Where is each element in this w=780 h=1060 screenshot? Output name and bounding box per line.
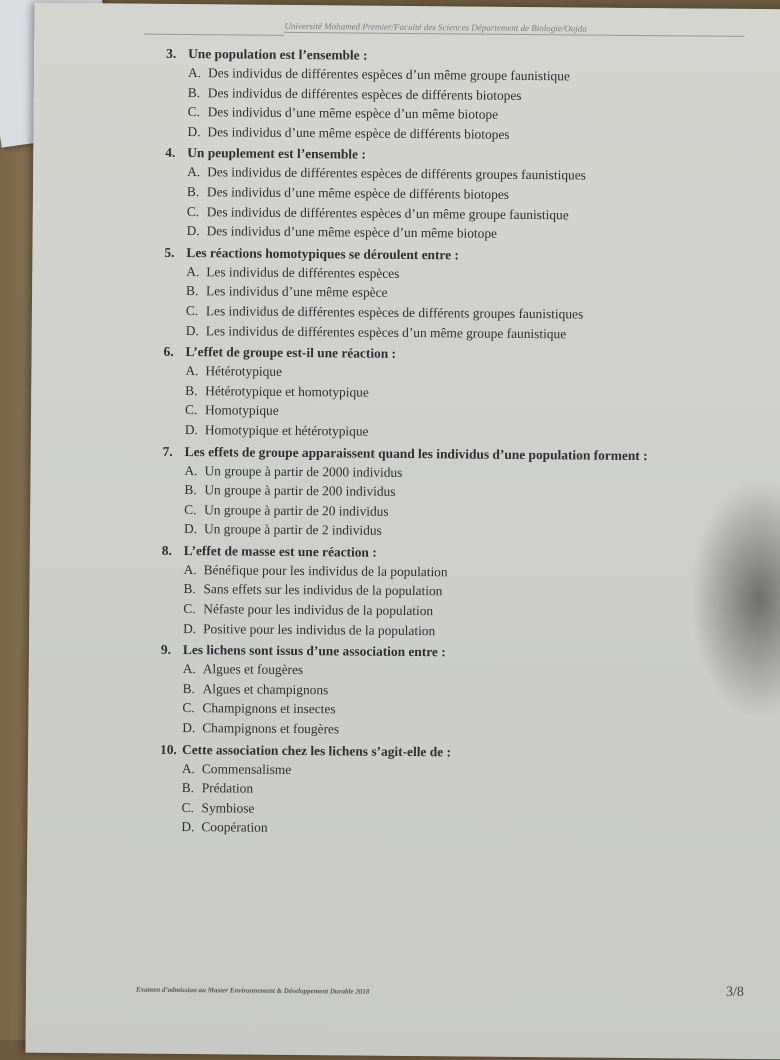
option-text: Hétérotypique et homotypique [205, 382, 369, 400]
page-number: 3/8 [725, 984, 744, 1000]
question-9 [160, 640, 741, 742]
option-letter: C. [187, 104, 200, 120]
question-list [159, 44, 746, 844]
option-letter: D. [187, 123, 201, 139]
question-number: 7. [162, 443, 173, 459]
option-letter: C. [184, 402, 198, 418]
question-text: L’effet de groupe est-il une réaction : [185, 344, 397, 361]
option-text: Les individus d’une même espèce [206, 283, 388, 301]
option-text: Un groupe à partir de 200 individus [204, 482, 396, 499]
question-text: Une population est l’ensemble : [188, 46, 368, 63]
option-letter: A. [181, 760, 196, 776]
option-text: Des individus de différentes espèces de différents groupes faunistiques [207, 164, 586, 183]
question-text: Un peuplement est l’ensemble : [187, 145, 366, 162]
option-letter: D. [183, 620, 197, 636]
option-text: Un groupe à partir de 20 individus [204, 501, 389, 519]
option-d [159, 817, 739, 842]
option-d [164, 320, 744, 345]
option-text: Coopération [201, 819, 268, 836]
option-letter: A. [187, 164, 201, 180]
page-header: Université Mohamed Premier/Faculté des Sciences Département de Biologie/Oujda [284, 21, 744, 37]
option-d [162, 519, 742, 544]
question-text: Cette association chez les lichens s’agit-elle de : [182, 741, 452, 759]
option-text: Des individus d’une même espèce de différents biotopes [207, 123, 510, 142]
option-text: Champignons et insectes [202, 700, 336, 717]
option-letter: B. [183, 581, 196, 597]
option-text: Homotypique [204, 402, 279, 419]
option-text: Néfaste pour les individus de la population [203, 601, 434, 619]
question-3 [165, 44, 746, 146]
question-number: 8. [161, 542, 172, 558]
option-text: Algues et fougères [202, 661, 304, 678]
question-4 [165, 143, 746, 245]
option-letter: D. [186, 223, 200, 239]
option-text: Algues et champignons [202, 681, 329, 698]
question-number: 6. [163, 343, 174, 360]
header-rule [144, 34, 284, 36]
option-text: Champignons et fougères [202, 720, 340, 737]
question-10 [159, 739, 740, 841]
question-number: 9. [160, 642, 172, 658]
option-text: Les individus de différentes espèces [206, 263, 400, 281]
option-letter: C. [186, 203, 200, 219]
option-letter: C. [185, 302, 199, 319]
option-text: Les individus de différentes espèces d’un même groupe faunistique [205, 322, 567, 341]
option-letter: B. [186, 283, 199, 299]
option-letter: A. [186, 263, 200, 279]
option-letter: D. [182, 720, 196, 736]
option-d [165, 221, 745, 246]
option-text: Des individus de différentes espèces d’un même groupe faunistique [206, 203, 569, 222]
option-text: Un groupe à partir de 2 individus [203, 521, 382, 539]
option-d [165, 122, 745, 147]
option-letter: C. [181, 799, 194, 815]
option-d [161, 618, 741, 643]
option-letter: B. [187, 84, 201, 100]
option-letter: A. [182, 661, 196, 677]
option-text: Prédation [201, 780, 254, 796]
option-text: Les individus de différentes espèces de différents groupes faunistiques [205, 303, 584, 322]
option-letter: C. [183, 601, 196, 617]
option-text: Des individus d’une même espèce d’un même biotope [207, 104, 499, 122]
option-letter: D. [183, 521, 198, 537]
option-letter: B. [185, 382, 198, 398]
question-text: Les lichens sont issus d’une association entre : [182, 642, 446, 660]
option-letter: D. [181, 819, 195, 835]
option-letter: A. [185, 363, 199, 379]
option-text: Des individus d’une même espèce de différents biotopes [206, 184, 510, 202]
option-letter: B. [181, 780, 195, 796]
option-letter: D. [185, 322, 199, 338]
option-text: Un groupe à partir de 2000 individus [204, 462, 403, 480]
option-letter: A. [187, 65, 202, 81]
option-text: Homotypique et hétérotypique [204, 422, 369, 439]
option-letter: B. [184, 482, 197, 498]
question-text: Les réactions homotypiques se déroulent entre : [186, 244, 459, 263]
option-text: Symbiose [201, 800, 255, 816]
question-number: 5. [164, 244, 175, 260]
option-letter: B. [182, 680, 195, 696]
option-letter: B. [186, 184, 200, 200]
question-text: Les effets de groupe apparaissent quand les individus d’une population forment : [184, 443, 648, 463]
question-text: L’effet de masse est une réaction : [183, 542, 377, 560]
option-letter: C. [184, 501, 197, 517]
option-letter: C. [182, 700, 195, 716]
option-text: Des individus de différentes espèces de différents biotopes [207, 84, 522, 103]
question-6 [163, 342, 744, 444]
option-letter: A. [183, 561, 197, 578]
exam-page [25, 3, 780, 1060]
page-footer: Examen d’admission au Master Environnement & Développement Durable 2018 [135, 985, 370, 996]
option-letter: A. [184, 462, 198, 478]
option-text: Des individus d’une même espèce d’un même biotope [206, 223, 498, 241]
option-d [163, 420, 743, 445]
option-text: Commensalisme [201, 760, 292, 777]
option-text: Des individus de différentes espèces d’un même groupe faunistique [207, 65, 570, 84]
option-d [160, 718, 740, 743]
question-number: 10. [160, 741, 177, 757]
question-8 [161, 541, 742, 643]
option-text: Sans effets sur les individus de la population [203, 581, 443, 599]
question-7 [162, 441, 743, 543]
option-text: Positive pour les individus de la population [203, 620, 436, 638]
question-number: 4. [165, 145, 176, 161]
option-text: Hétérotypique [205, 363, 283, 380]
option-text: Bénéfique pour les individus de la population [203, 562, 448, 580]
question-number: 3. [166, 45, 177, 61]
option-letter: D. [184, 421, 198, 438]
question-5 [164, 243, 745, 345]
